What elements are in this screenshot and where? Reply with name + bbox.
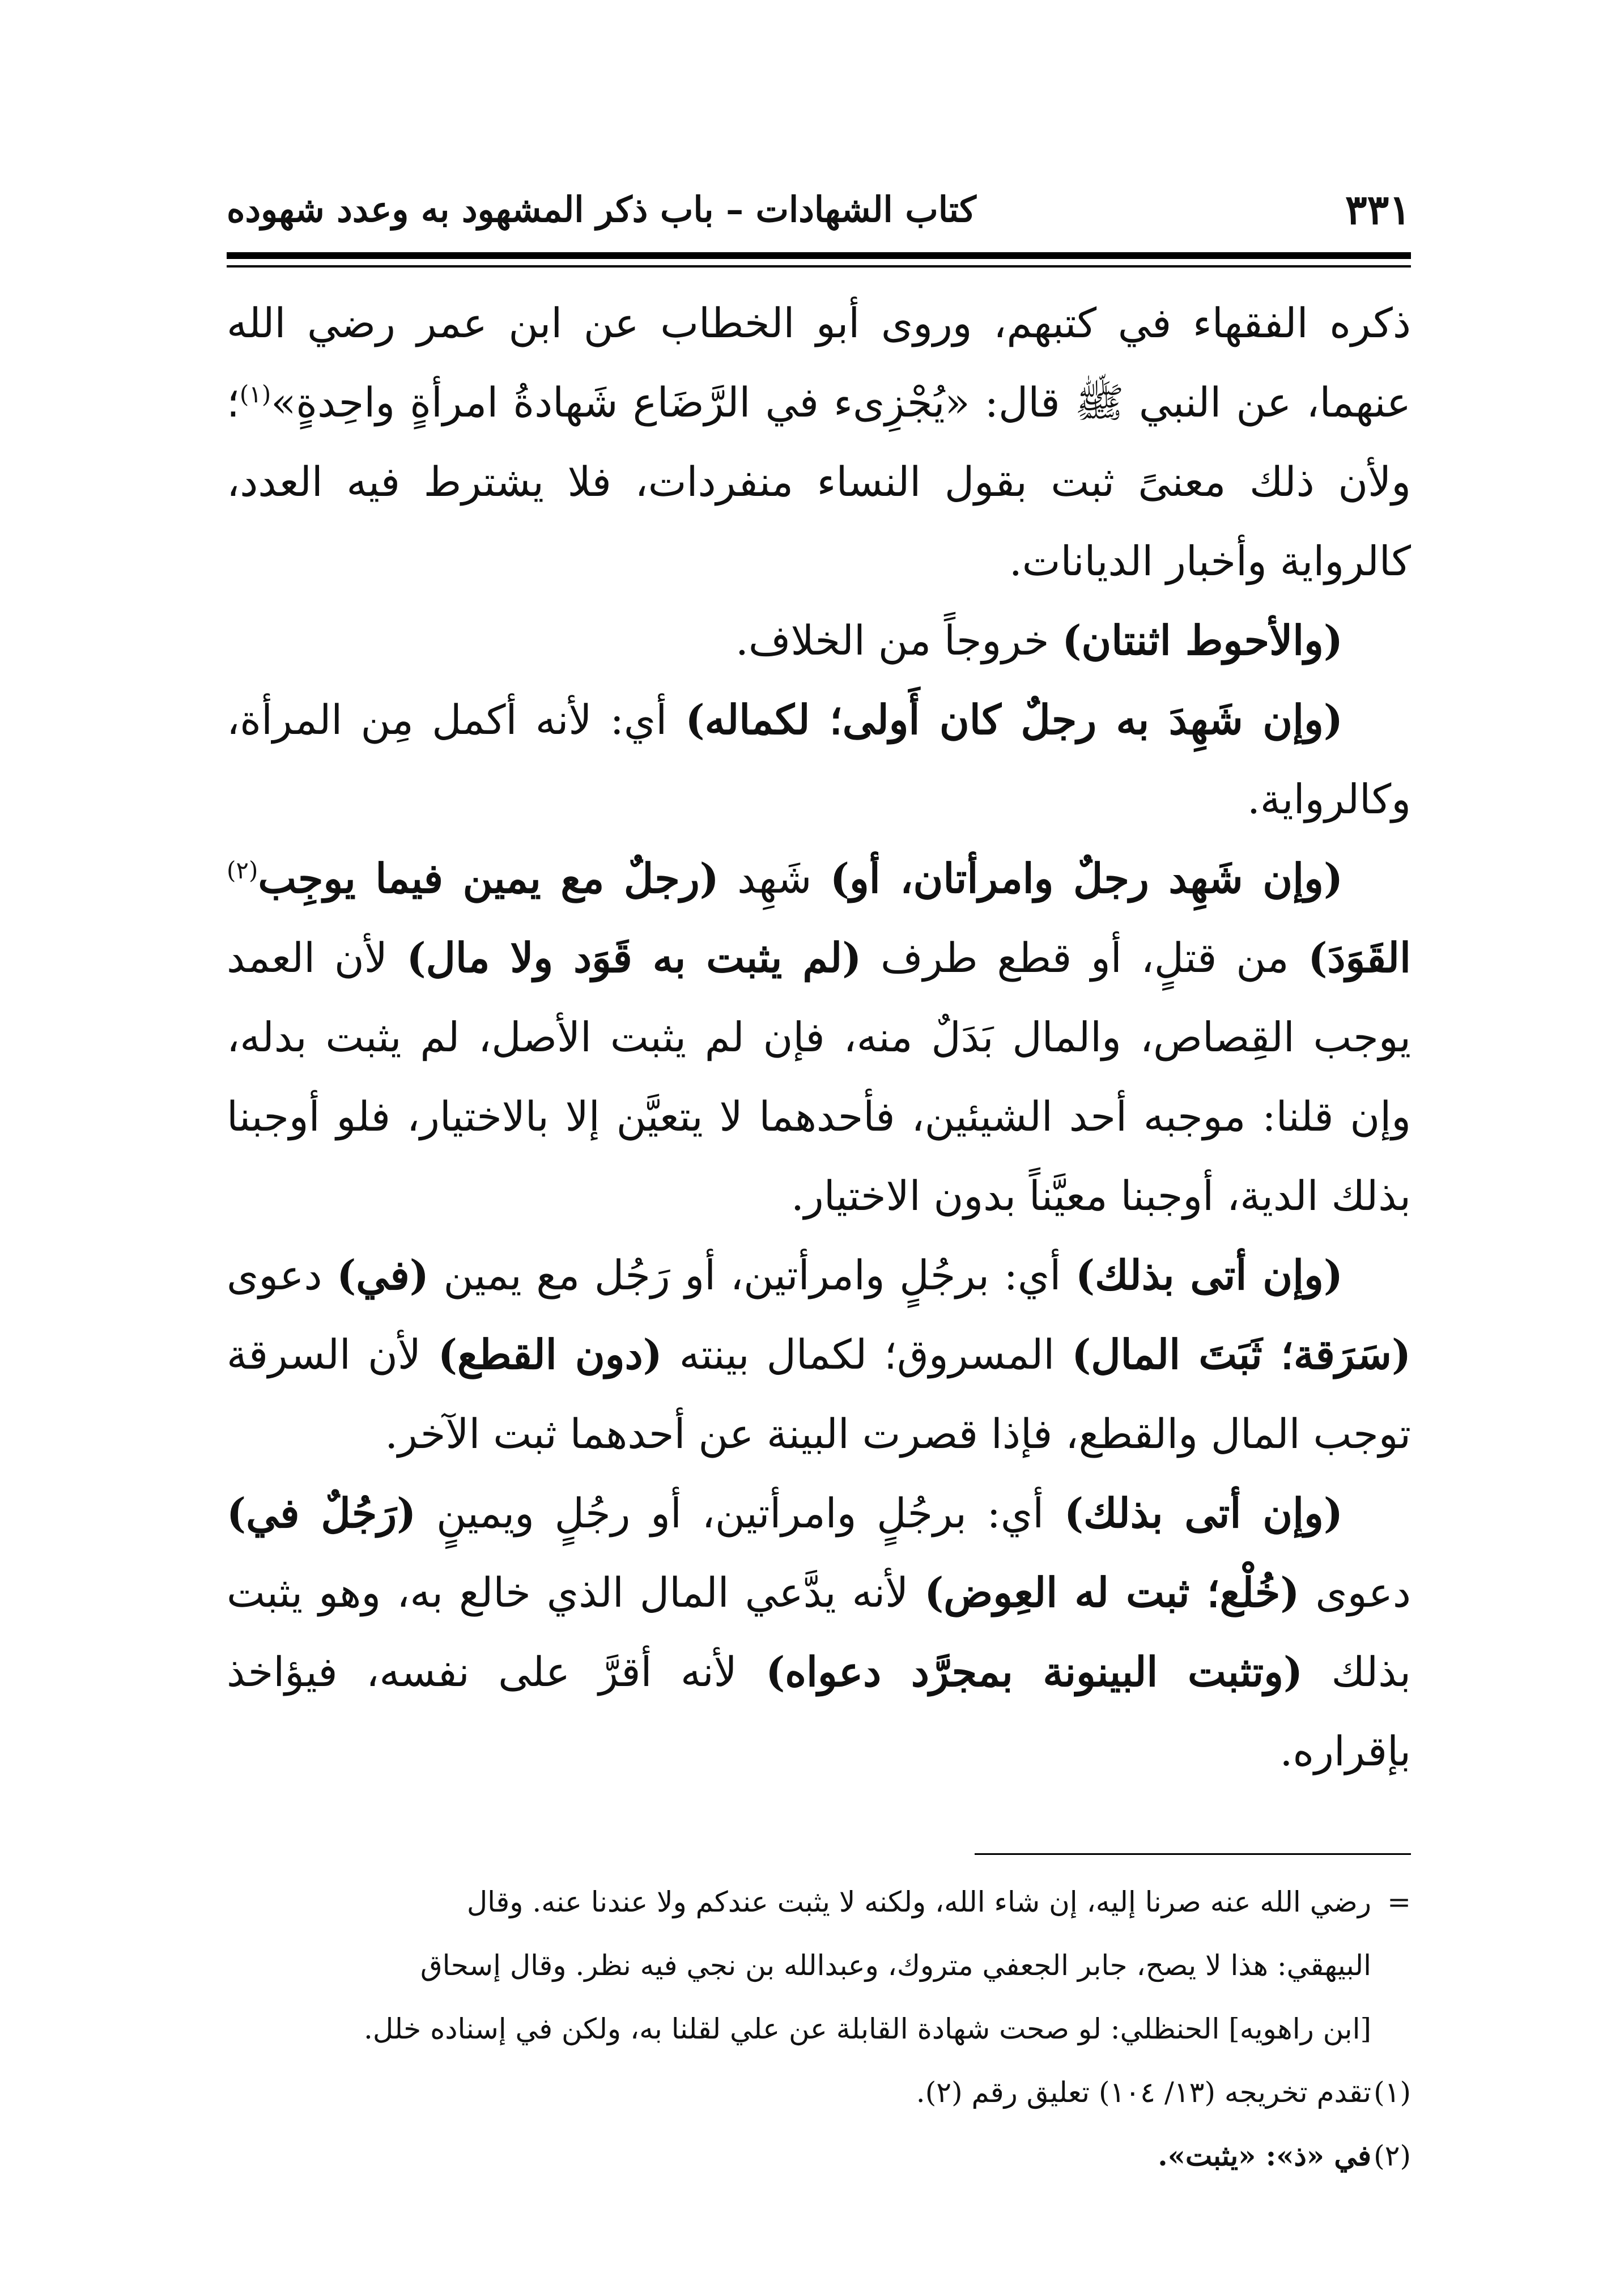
footnote-separator [975,1853,1411,1855]
footnote-2-marker: (٢) [1374,2139,1411,2172]
footnote-continuation-line: البيهقي: هذا لا يصح، جابر الجعفي متروك، وعبدالله بن نجي فيه نظر. وقال إسحاق [420,1949,1371,1982]
main-text [227,283,1411,1791]
footnote-1-marker: (١) [1374,2076,1411,2109]
paragraph-2: (والأحوط اثنتان) خروجاً من الخلاف. [735,616,1343,664]
footnote-ref-2: (٢) [227,856,258,884]
continuation-marker: = [1387,1886,1411,1918]
page-number: ٣٣١ [1345,185,1411,233]
paragraph-5: (وإن أتى بذلك) أي: برجُلٍ وامرأتين، أو رَجُل مع يمين (في) دعوى (سَرَقة؛ ثَبَتَ المال) المسروق؛ لكمال بينته (دون القطع) لأن السرقة توجب المال والقطع، فإذا قصرت البينة عن أحدهما ثبت الآخر. [227,1251,1412,1458]
footnote-1: (١)تقدم تخريجه (١٣/ ١٠٤) تعليق رقم (٢). [227,2061,1411,2124]
running-header [227,164,1411,249]
footnote-2: (٢)في «ذ»: «يثبت». [227,2124,1411,2188]
footnotes [227,1870,1411,2188]
paragraph-3: (وإن شَهِدَ به رجلٌ كان أَولى؛ لكماله) أي: لأنه أكمل مِن المرأة، وكالرواية. [227,695,1411,823]
header-rule-thin [227,265,1411,267]
paragraph-4: (وإن شَهِد رجلٌ وامرأتان، أو) شَهِد (رجلٌ مع يمين فيما يوجِب$^{(٢)}$ القَوَدَ) من قتلٍ، أو قطع طرف (لم يثبت به قَوَد ولا مال) لأن العمد يوجب القِصاص، والمال بَدَلٌ منه، فإن لم يثبت الأصل، لم يثبت بدله، وإن قلنا: موجبه أحد الشيئين، فأحدهما لا يتعيَّن إلا بالاختيار، فلو أوجبنا بذلك الدية، أوجبنا معيَّناً بدون الاختيار. [227,854,1411,1220]
footnote-continuation: =رضي الله عنه صرنا إليه، إن شاء الله، ولكنه لا يثبت عندكم ولا عندنا عنه. وقال [227,1870,1411,1934]
paragraph-6: (وإن أتى بذلك) أي: برجُلٍ وامرأتين، أو رجُلٍ ويمينٍ (رَجُلٌ في) دعوى (خُلْع؛ ثبت له العِوض) لأنه يدَّعي المال الذي خالع به، وهو يثبت بذلك (وتثبت البينونة بمجرَّد دعواه) لأنه أقرَّ على نفسه، فيؤاخذ بإقراره. [227,1489,1411,1775]
running-title: كتاب الشهادات – باب ذكر المشهود به وعدد شهوده [227,189,976,230]
header-rule-thick [227,252,1411,259]
footnote-continuation-line: [ابن راهويه] الحنظلي: لو صحت شهادة القابلة عن علي لقلنا به، ولكن في إسناده خلل. [363,2012,1371,2045]
footnote-ref-1: (١) [239,380,271,408]
paragraph-1: ذكره الفقهاء في كتبهم، وروى أبو الخطاب عن ابن عمر رضي الله عنهما، عن النبي ﷺ قال: «يُجْزِىء في الرَّضَاع شَهادةُ امرأةٍ واحِدةٍ»$^{(١)}$؛ ولأن ذلك معنىً ثبت بقول النساء منفردات، فلا يشترط فيه العدد، كالرواية وأخبار الديانات. [227,299,1411,585]
